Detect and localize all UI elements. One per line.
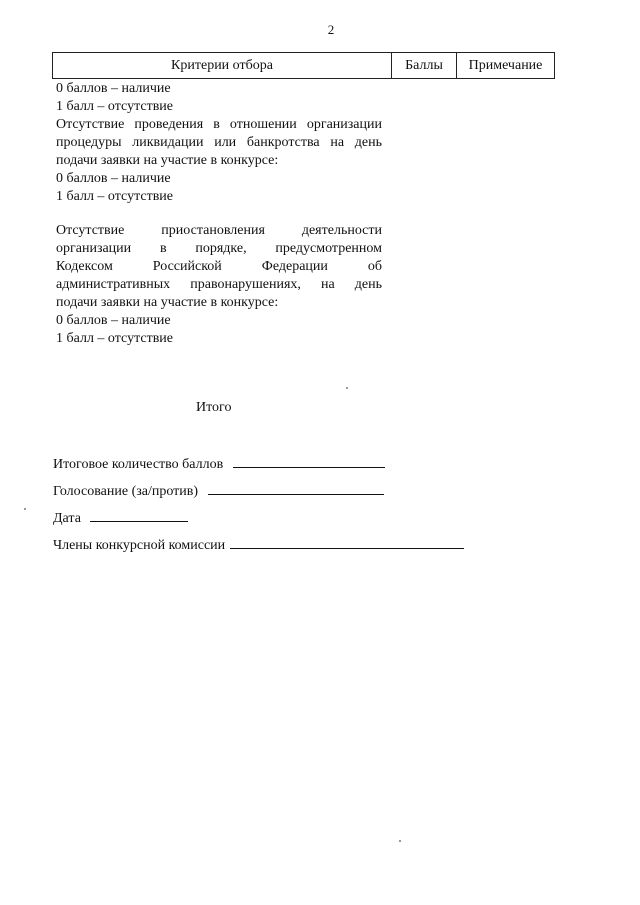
points-column-header: Баллы xyxy=(392,53,457,79)
score-line: 1 балл – отсутствие xyxy=(56,99,174,114)
members-field[interactable] xyxy=(230,534,464,549)
scan-speck xyxy=(399,840,401,842)
score-line: 0 баллов – наличие xyxy=(56,81,171,96)
members-row xyxy=(53,534,464,554)
voting-row xyxy=(53,480,384,500)
scan-speck xyxy=(24,508,26,510)
date-field[interactable] xyxy=(90,507,188,522)
criterion-suspension xyxy=(56,222,382,312)
criterion-suspension-line: Отсутствие приостановления деятельности xyxy=(56,223,382,238)
voting-field[interactable] xyxy=(208,480,384,495)
total-points-row xyxy=(53,453,385,473)
criterion-liquidation: Отсутствие проведения в отношении организации процедуры ликвидации или банкротства на день подачи заявки на участие в конкурсе: xyxy=(56,117,382,168)
date-label: Дата xyxy=(53,511,81,526)
criterion-suspension-line: административных правонарушениях, на день xyxy=(56,277,382,292)
date-row xyxy=(53,507,188,527)
score-line: 0 баллов – наличие xyxy=(56,171,171,186)
note-column-header: Примечание xyxy=(457,53,555,79)
criterion-suspension-line: организации в порядке, предусмотренном xyxy=(56,241,382,256)
members-label: Члены конкурсной комиссии xyxy=(53,538,226,553)
criteria-column-header: Критерии отбора xyxy=(53,53,392,79)
total-points-field[interactable] xyxy=(233,453,385,468)
total-label: Итого xyxy=(196,400,232,415)
page-number: 2 xyxy=(327,22,335,37)
score-line: 1 балл – отсутствие xyxy=(56,331,174,346)
scan-speck xyxy=(346,387,348,389)
score-line: 1 балл – отсутствие xyxy=(56,189,174,204)
criteria-text-block xyxy=(56,80,382,348)
voting-label: Голосование (за/против) xyxy=(53,484,199,499)
score-line: 0 баллов – наличие xyxy=(56,313,171,328)
criterion-suspension-line: Кодексом Российской Федерации об xyxy=(56,259,382,274)
criteria-table-header xyxy=(52,52,555,79)
total-points-label: Итоговое количество баллов xyxy=(53,457,224,472)
criterion-suspension-line: подачи заявки на участие в конкурсе: xyxy=(56,295,279,310)
